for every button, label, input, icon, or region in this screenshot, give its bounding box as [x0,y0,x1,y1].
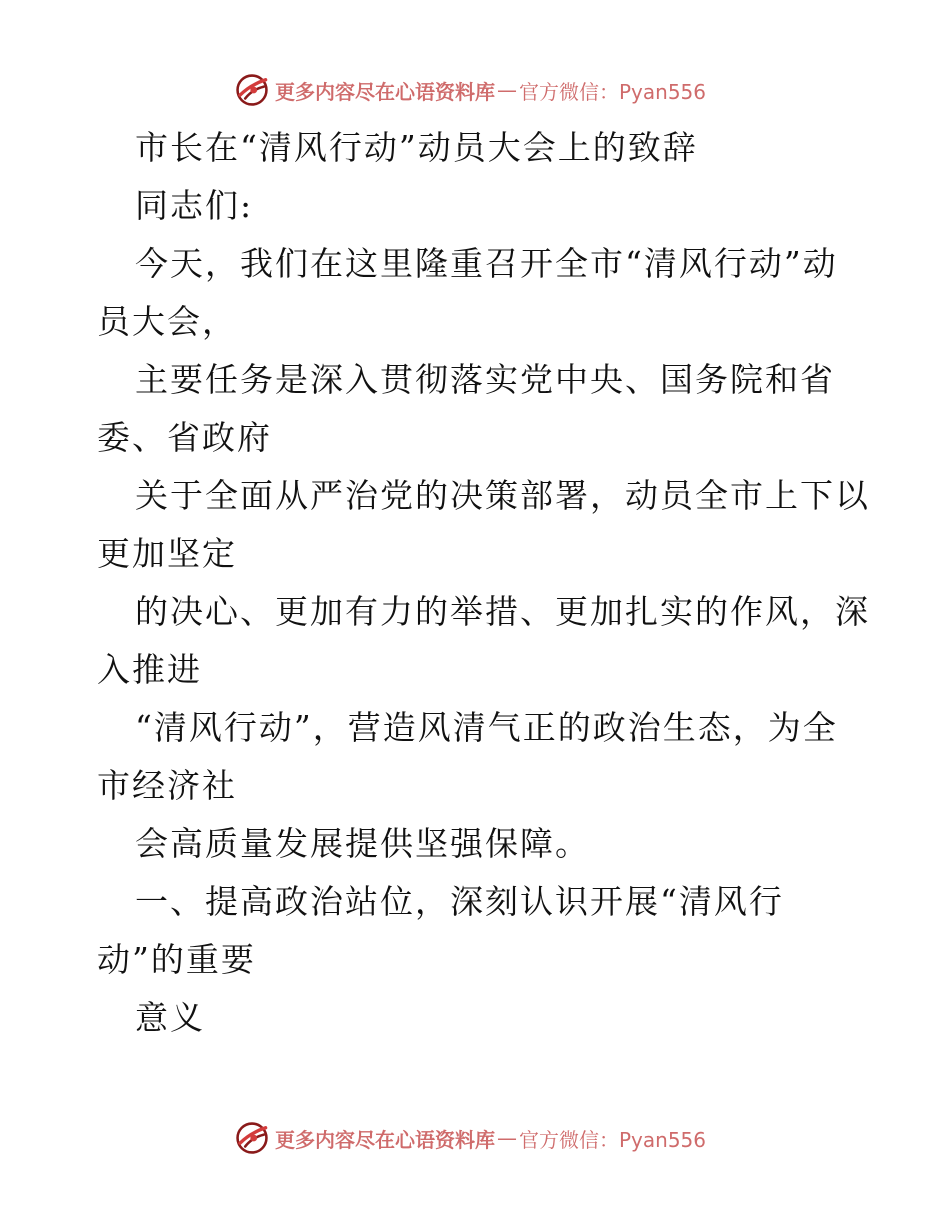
logo-icon [235,1121,269,1155]
doc-line: 会高质量发展提供坚强保障。 [135,824,590,863]
footer-brand-text: 更多内容尽在心语资料库 [275,1127,495,1152]
footer-watermark [235,1118,706,1158]
doc-line: “清风行动”，营造风清气正的政治生态，为全 [135,708,838,747]
doc-line: 更加坚定 [97,534,237,573]
footer-separator: — [497,1126,517,1150]
doc-heading: 一、提高政治站位，深刻认识开展“清风行 [135,882,784,921]
footer-wechat-text: 官方微信：Pyan556 [519,1127,707,1152]
header-wechat-text: 官方微信：Pyan556 [519,79,707,104]
doc-line: 市经济社 [97,766,237,805]
doc-line: 主要任务是深入贯彻落实党中央、国务院和省 [135,360,835,399]
doc-line: 意义 [135,998,205,1037]
doc-line: 的决心、更加有力的举措、更加扎实的作风，深 [135,592,870,631]
header-brand-text: 更多内容尽在心语资料库 [275,79,495,104]
doc-line: 入推进 [97,650,202,689]
doc-line: 同志们: [135,186,254,225]
doc-line: 动”的重要 [97,940,256,979]
doc-line: 委、省政府 [97,418,272,457]
doc-line: 今天，我们在这里隆重召开全市“清风行动”动 [135,244,838,283]
doc-title: 市长在“清风行动”动员大会上的致辞 [135,128,698,167]
doc-line: 关于全面从严治党的决策部署，动员全市上下以 [135,476,870,515]
doc-line: 员大会， [97,302,237,341]
header-separator: — [497,78,517,102]
